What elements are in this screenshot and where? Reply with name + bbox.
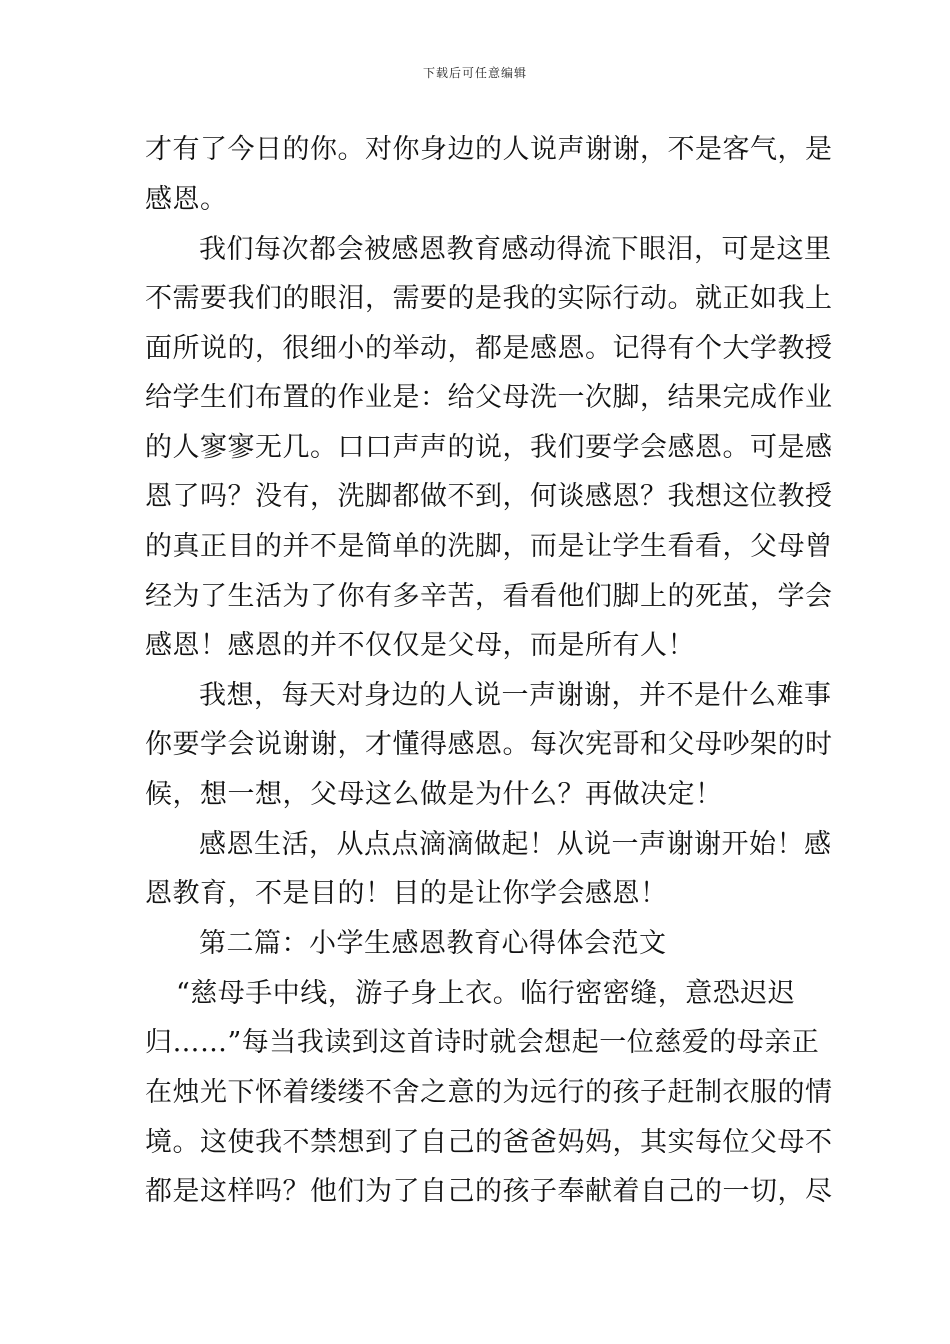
text-line: 恩了吗？没有，洗脚都做不到，何谈感恩？我想这位教授: [145, 481, 833, 512]
text-line: 我想，每天对身边的人说一声谢谢，并不是什么难事: [199, 680, 832, 711]
text-line: 给学生们布置的作业是：给父母洗一次脚，结果完成作业: [145, 382, 833, 413]
text-line: 经为了生活为了你有多辛苦，看看他们脚上的死茧，学会: [145, 581, 833, 612]
text-line: 都是这样吗？他们为了自己的孩子奉献着自己的一切，尽: [145, 1176, 833, 1207]
text-line: 候，想一想，父母这么做是为什么？再做决定！: [145, 779, 723, 810]
text-line: “慈母手中线，游子身上衣。临行密密缝，意恐迟迟: [176, 978, 796, 1009]
page-header: 下载后可任意编辑: [422, 66, 527, 80]
text-line: 感恩。: [145, 184, 228, 215]
text-line: 才有了今日的你。对你身边的人说声谢谢，不是客气，是: [145, 134, 833, 165]
text-line: 的人寥寥无几。口口声声的说，我们要学会感恩。可是感: [145, 432, 833, 463]
text-line: 感恩！感恩的并不仅仅是父母，而是所有人！: [145, 630, 695, 661]
text-line: 的真正目的并不是简单的洗脚，而是让学生看看，父母曾: [145, 531, 833, 562]
text-line: 你要学会说谢谢，才懂得感恩。每次宪哥和父母吵架的时: [145, 729, 833, 760]
text-line: 在烛光下怀着缕缕不舍之意的为远行的孩子赶制衣服的情: [145, 1077, 833, 1108]
section-heading: 第二篇：小学生感恩教育心得体会范文: [199, 928, 667, 959]
text-line: 恩教育，不是目的！目的是让你学会感恩！: [145, 878, 668, 909]
text-line: 感恩生活，从点点滴滴做起！从说一声谢谢开始！感: [199, 829, 832, 860]
text-line: 归……”每当我读到这首诗时就会想起一位慈爱的母亲正: [145, 1027, 820, 1058]
text-line: 境。这使我不禁想到了自己的爸爸妈妈，其实每位父母不: [145, 1127, 833, 1158]
text-line: 面所说的，很细小的举动，都是感恩。记得有个大学教授: [145, 333, 833, 364]
text-line: 我们每次都会被感恩教育感动得流下眼泪，可是这里: [199, 234, 832, 265]
text-line: 不需要我们的眼泪，需要的是我的实际行动。就正如我上: [145, 283, 833, 314]
